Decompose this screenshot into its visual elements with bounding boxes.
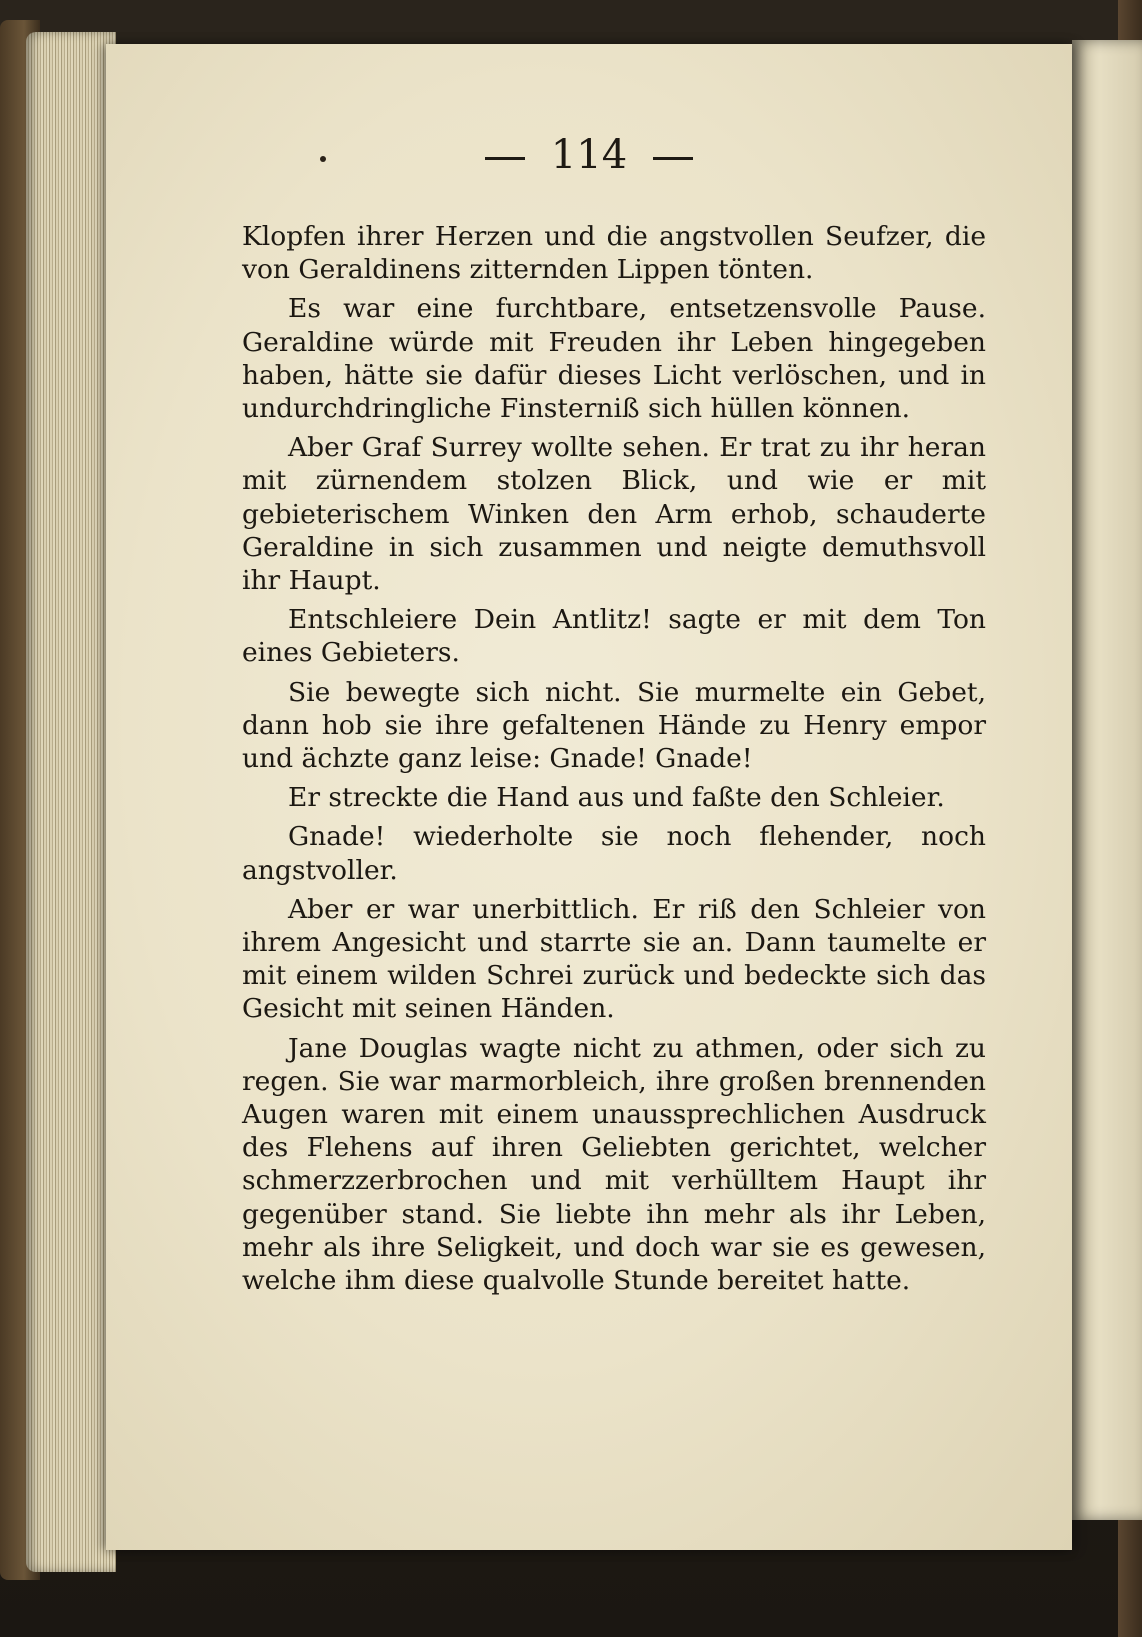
- paragraph: Klopfen ihrer Herzen und die angstvollen Seufzer, die von Geraldinens zitternden Lippen tönten.: [242, 221, 986, 286]
- header-dash-left: [485, 157, 525, 160]
- paragraph: Sie bewegte sich nicht. Sie murmelte ein Gebet, dann hob sie ihre gefaltenen Hände zu Henry empor und ächzte ganz leise: Gnade! Gnade!: [242, 676, 986, 775]
- book-page: [106, 44, 1072, 1550]
- page-edges: [26, 32, 116, 1572]
- header-dash-right: [653, 157, 693, 160]
- paragraph: Es war eine furchtbare, entsetzensvolle Pause. Geraldine würde mit Freuden ihr Leben hingegeben haben, hätte sie dafür dieses Licht verlöschen, und in undurchdringliche Finsterniß sich hüllen können.: [242, 293, 986, 425]
- body-text: [242, 220, 986, 1303]
- paragraph: Jane Douglas wagte nicht zu athmen, oder sich zu regen. Sie war marmorbleich, ihre großen brennenden Augen waren mit einem unaussprechlichen Ausdruck des Flehens auf ihren Geliebten gerichtet, welcher schmerzzerbrochen und mit verhülltem Haupt ihr gegenüber stand. Sie liebte ihn mehr als ihr Leben, mehr als ihre Seligkeit, und doch war sie es gewesen, welche ihm diese qualvolle Stunde bereitet hatte.: [242, 1032, 986, 1297]
- paragraph: Er streckte die Hand aus und faßte den Schleier.: [288, 782, 945, 814]
- paragraph: Aber er war unerbittlich. Er riß den Schleier von ihrem Angesicht und starrte sie an. Dann taumelte er mit einem wilden Schrei zurück und bedeckte sich das Gesicht mit seinen Händen.: [242, 893, 986, 1025]
- facing-page: [1072, 40, 1142, 1520]
- paragraph: Gnade! wiederholte sie noch flehender, noch angstvoller.: [242, 821, 986, 886]
- paragraph: Entschleiere Dein Antlitz! sagte er mit dem Ton eines Gebieters.: [242, 604, 986, 669]
- page-number: 114: [550, 132, 628, 178]
- page-header: [106, 132, 1072, 192]
- paragraph: Aber Graf Surrey wollte sehen. Er trat zu ihr heran mit zürnendem stolzen Blick, und wie er mit gebieterischem Winken den Arm erhob, schauderte Geraldine in sich zusammen und neigte demuthsvoll ihr Haupt.: [242, 432, 986, 597]
